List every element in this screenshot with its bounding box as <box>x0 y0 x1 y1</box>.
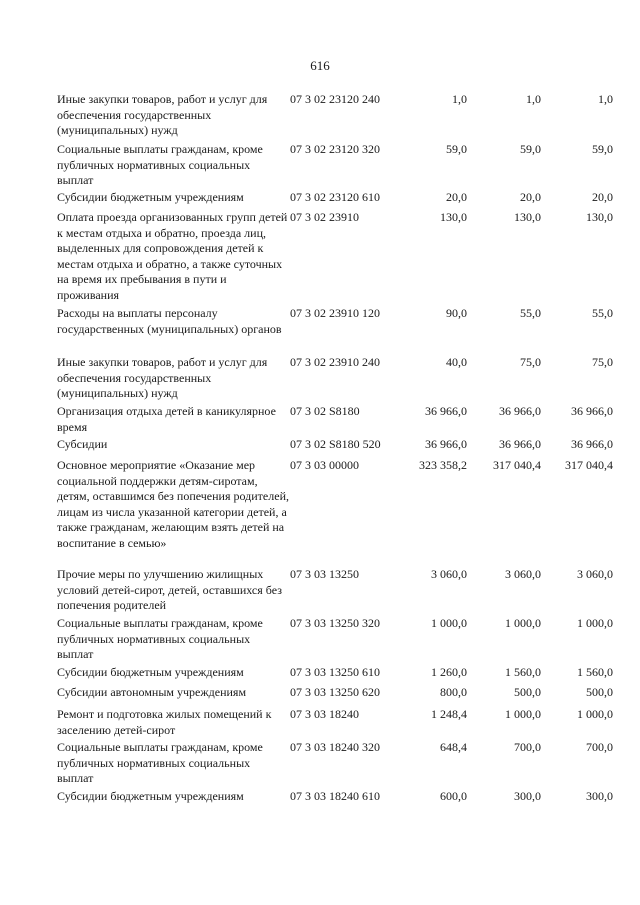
row-value-3: 1 000,0 <box>577 707 613 721</box>
row-code: 07 3 02 S8180 520 <box>290 437 381 451</box>
row-name: Оплата проезда организованных групп детей к местам отдыха и обратно, проезда лиц, выделенных для сопровождения детей к местам отдыха и обратно, а также суточных на время их пребывания в пути и проживания <box>57 210 288 302</box>
row-name: Социальные выплаты гражданам, кроме публичных нормативных социальных выплат <box>57 616 263 662</box>
row-value-2: 36 966,0 <box>499 437 541 451</box>
row-value-3: 1,0 <box>598 92 613 106</box>
row-code: 07 3 02 23910 120 <box>290 306 380 320</box>
row-value-1: 648,4 <box>440 740 467 754</box>
row-code: 07 3 02 23910 <box>290 210 359 224</box>
row-value-3: 55,0 <box>592 306 613 320</box>
row-value-2: 59,0 <box>520 142 541 156</box>
row-value-1: 40,0 <box>446 355 467 369</box>
row-value-2: 1 000,0 <box>505 616 541 630</box>
row-name: Субсидии бюджетным учреждениям <box>57 190 244 204</box>
row-value-3: 300,0 <box>586 789 613 803</box>
row-value-3: 20,0 <box>592 190 613 204</box>
row-name: Иные закупки товаров, работ и услуг для обеспечения государственных (муниципальных) нужд <box>57 92 268 138</box>
row-code: 07 3 03 13250 <box>290 567 359 581</box>
row-value-3: 36 966,0 <box>571 404 613 418</box>
row-value-3: 75,0 <box>592 355 613 369</box>
row-value-1: 1 260,0 <box>431 665 467 679</box>
row-value-3: 36 966,0 <box>571 437 613 451</box>
row-name: Социальные выплаты гражданам, кроме публичных нормативных социальных выплат <box>57 142 263 188</box>
row-code: 07 3 02 S8180 <box>290 404 360 418</box>
row-value-1: 36 966,0 <box>425 437 467 451</box>
row-code: 07 3 02 23120 240 <box>290 92 380 106</box>
row-value-2: 36 966,0 <box>499 404 541 418</box>
row-value-1: 36 966,0 <box>425 404 467 418</box>
row-value-2: 75,0 <box>520 355 541 369</box>
row-code: 07 3 03 18240 610 <box>290 789 380 803</box>
row-value-1: 800,0 <box>440 685 467 699</box>
row-value-1: 3 060,0 <box>431 567 467 581</box>
row-value-1: 130,0 <box>440 210 467 224</box>
row-value-2: 3 060,0 <box>505 567 541 581</box>
row-name: Иные закупки товаров, работ и услуг для обеспечения государственных (муниципальных) нужд <box>57 355 268 401</box>
row-name: Социальные выплаты гражданам, кроме публичных нормативных социальных выплат <box>57 740 263 786</box>
row-value-3: 1 000,0 <box>577 616 613 630</box>
row-value-1: 1 000,0 <box>431 616 467 630</box>
row-value-1: 90,0 <box>446 306 467 320</box>
row-name: Прочие меры по улучшению жилищных условий детей-сирот, детей, оставшихся без попечения родителей <box>57 567 282 613</box>
row-value-2: 20,0 <box>520 190 541 204</box>
row-value-1: 600,0 <box>440 789 467 803</box>
row-code: 07 3 03 00000 <box>290 458 359 472</box>
row-value-2: 317 040,4 <box>493 458 541 472</box>
row-value-3: 317 040,4 <box>565 458 613 472</box>
row-value-1: 20,0 <box>446 190 467 204</box>
row-value-1: 323 358,2 <box>419 458 467 472</box>
row-name: Субсидии <box>57 437 108 451</box>
row-value-3: 700,0 <box>586 740 613 754</box>
row-value-3: 500,0 <box>586 685 613 699</box>
row-name: Ремонт и подготовка жилых помещений к заселению детей-сирот <box>57 707 272 737</box>
row-value-3: 59,0 <box>592 142 613 156</box>
row-value-2: 1 000,0 <box>505 707 541 721</box>
row-value-2: 500,0 <box>514 685 541 699</box>
row-value-1: 59,0 <box>446 142 467 156</box>
row-code: 07 3 02 23120 610 <box>290 190 380 204</box>
row-name: Основное мероприятие «Оказание мер социальной поддержки детям-сиротам, детям, оставшимся без попечения родителей, лицам из числа указанной категории детей, а также гражданам, желающим взять детей на воспитание в семью» <box>57 458 289 550</box>
row-value-2: 300,0 <box>514 789 541 803</box>
row-code: 07 3 03 18240 320 <box>290 740 380 754</box>
page-number: 616 <box>310 58 330 73</box>
row-value-3: 130,0 <box>586 210 613 224</box>
row-code: 07 3 02 23120 320 <box>290 142 380 156</box>
row-code: 07 3 03 13250 320 <box>290 616 380 630</box>
row-name: Расходы на выплаты персоналу государственных (муниципальных) органов <box>57 306 282 336</box>
row-value-1: 1,0 <box>452 92 467 106</box>
row-value-2: 700,0 <box>514 740 541 754</box>
row-value-1: 1 248,4 <box>431 707 467 721</box>
row-code: 07 3 03 13250 620 <box>290 685 380 699</box>
row-code: 07 3 03 18240 <box>290 707 359 721</box>
row-value-2: 130,0 <box>514 210 541 224</box>
row-value-2: 1,0 <box>526 92 541 106</box>
row-name: Субсидии автономным учреждениям <box>57 685 247 699</box>
row-value-2: 1 560,0 <box>505 665 541 679</box>
row-value-3: 1 560,0 <box>577 665 613 679</box>
row-code: 07 3 02 23910 240 <box>290 355 380 369</box>
row-code: 07 3 03 13250 610 <box>290 665 380 679</box>
row-name: Субсидии бюджетным учреждениям <box>57 665 244 679</box>
row-value-2: 55,0 <box>520 306 541 320</box>
row-value-3: 3 060,0 <box>577 567 613 581</box>
row-name: Субсидии бюджетным учреждениям <box>57 789 244 803</box>
row-name: Организация отдыха детей в каникулярное время <box>57 404 276 434</box>
